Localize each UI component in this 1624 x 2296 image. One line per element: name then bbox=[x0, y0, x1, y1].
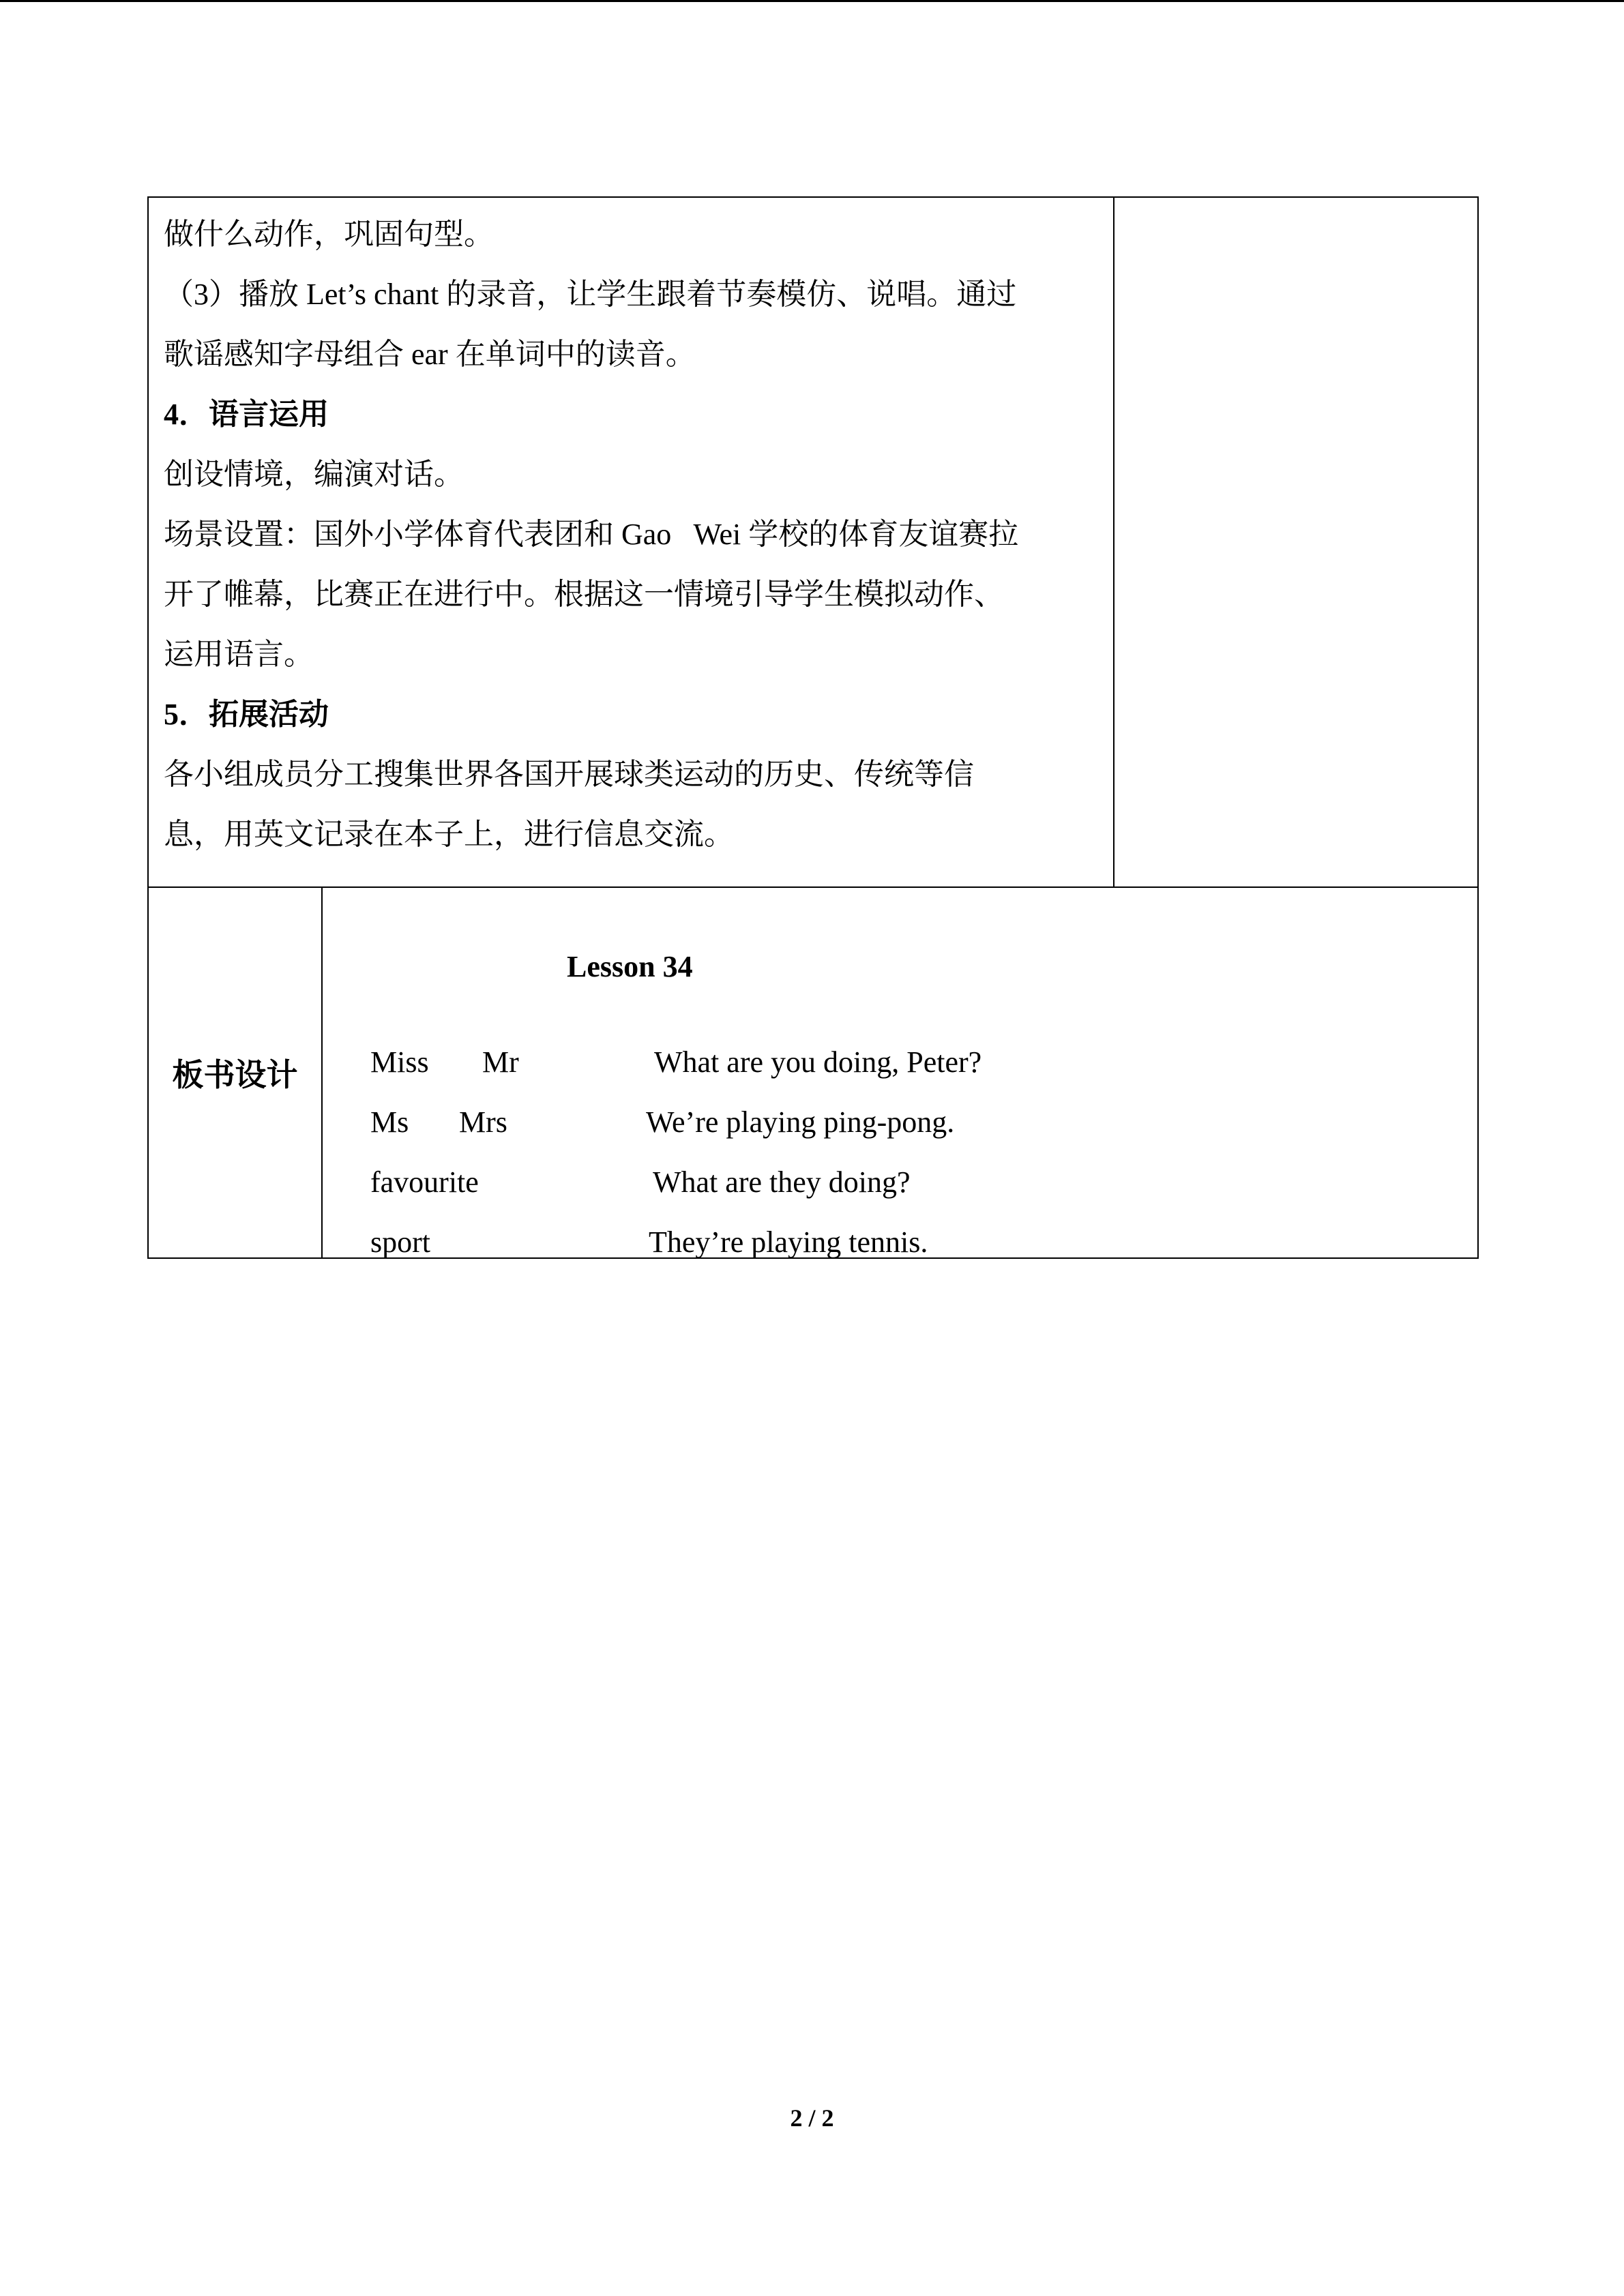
board-word: Miss bbox=[370, 1045, 429, 1079]
board-word: Ms bbox=[370, 1105, 409, 1139]
procedure-paragraph: （3）播放 Let’s chant 的录音，让学生跟着节奏模仿、说唱。通过 bbox=[164, 278, 1017, 311]
board-row bbox=[370, 1162, 1462, 1203]
board-word: Mrs bbox=[459, 1105, 507, 1139]
procedure-paragraph: 场景设置：国外小学体育代表团和 Gao Wei 学校的体育友谊赛拉 bbox=[164, 518, 1019, 551]
board-design-row bbox=[148, 887, 1478, 1258]
board-design-label: 板书设计 bbox=[148, 887, 322, 1258]
procedure-paragraph: 创设情境，编演对话。 bbox=[164, 458, 464, 491]
board-word: Mr bbox=[482, 1045, 519, 1079]
board-lesson-title: Lesson 34 bbox=[567, 950, 693, 983]
section-heading-language-use: 4．语言运用 bbox=[164, 398, 329, 431]
board-row bbox=[370, 1102, 1462, 1143]
section-heading-extension-activity: 5．拓展活动 bbox=[164, 698, 329, 731]
procedure-paragraph: 各小组成员分工搜集世界各国开展球类运动的历史、传统等信 bbox=[164, 758, 974, 791]
board-row bbox=[370, 1042, 1462, 1083]
board-sentence: We’re playing ping-pong. bbox=[646, 1105, 955, 1139]
board-sentence: They’re playing tennis. bbox=[649, 1225, 928, 1259]
board-word: favourite bbox=[370, 1165, 479, 1199]
procedure-paragraph: 息，用英文记录在本子上，进行信息交流。 bbox=[164, 818, 734, 851]
lesson-plan-table bbox=[147, 196, 1479, 1259]
teaching-procedure-cell bbox=[148, 197, 1114, 887]
page-top-border bbox=[0, 0, 1624, 2]
board-word: sport bbox=[370, 1225, 430, 1259]
procedure-paragraph: 做什么动作，巩固句型。 bbox=[164, 218, 494, 251]
page-number: 2 / 2 bbox=[790, 2104, 834, 2132]
procedure-paragraph: 运用语言。 bbox=[164, 638, 314, 671]
board-sentence: What are they doing? bbox=[653, 1165, 911, 1199]
board-sentence: What are you doing, Peter? bbox=[654, 1045, 982, 1079]
procedure-paragraph: 开了帷幕，比赛正在进行中。根据这一情境引导学生模拟动作、 bbox=[164, 578, 1004, 611]
board-design-content bbox=[322, 887, 1478, 1258]
teaching-procedure-row bbox=[148, 197, 1478, 887]
procedure-paragraph: 歌谣感知字母组合 ear 在单词中的读音。 bbox=[164, 338, 696, 371]
notes-cell bbox=[1114, 197, 1478, 887]
board-row bbox=[370, 1222, 1462, 1263]
